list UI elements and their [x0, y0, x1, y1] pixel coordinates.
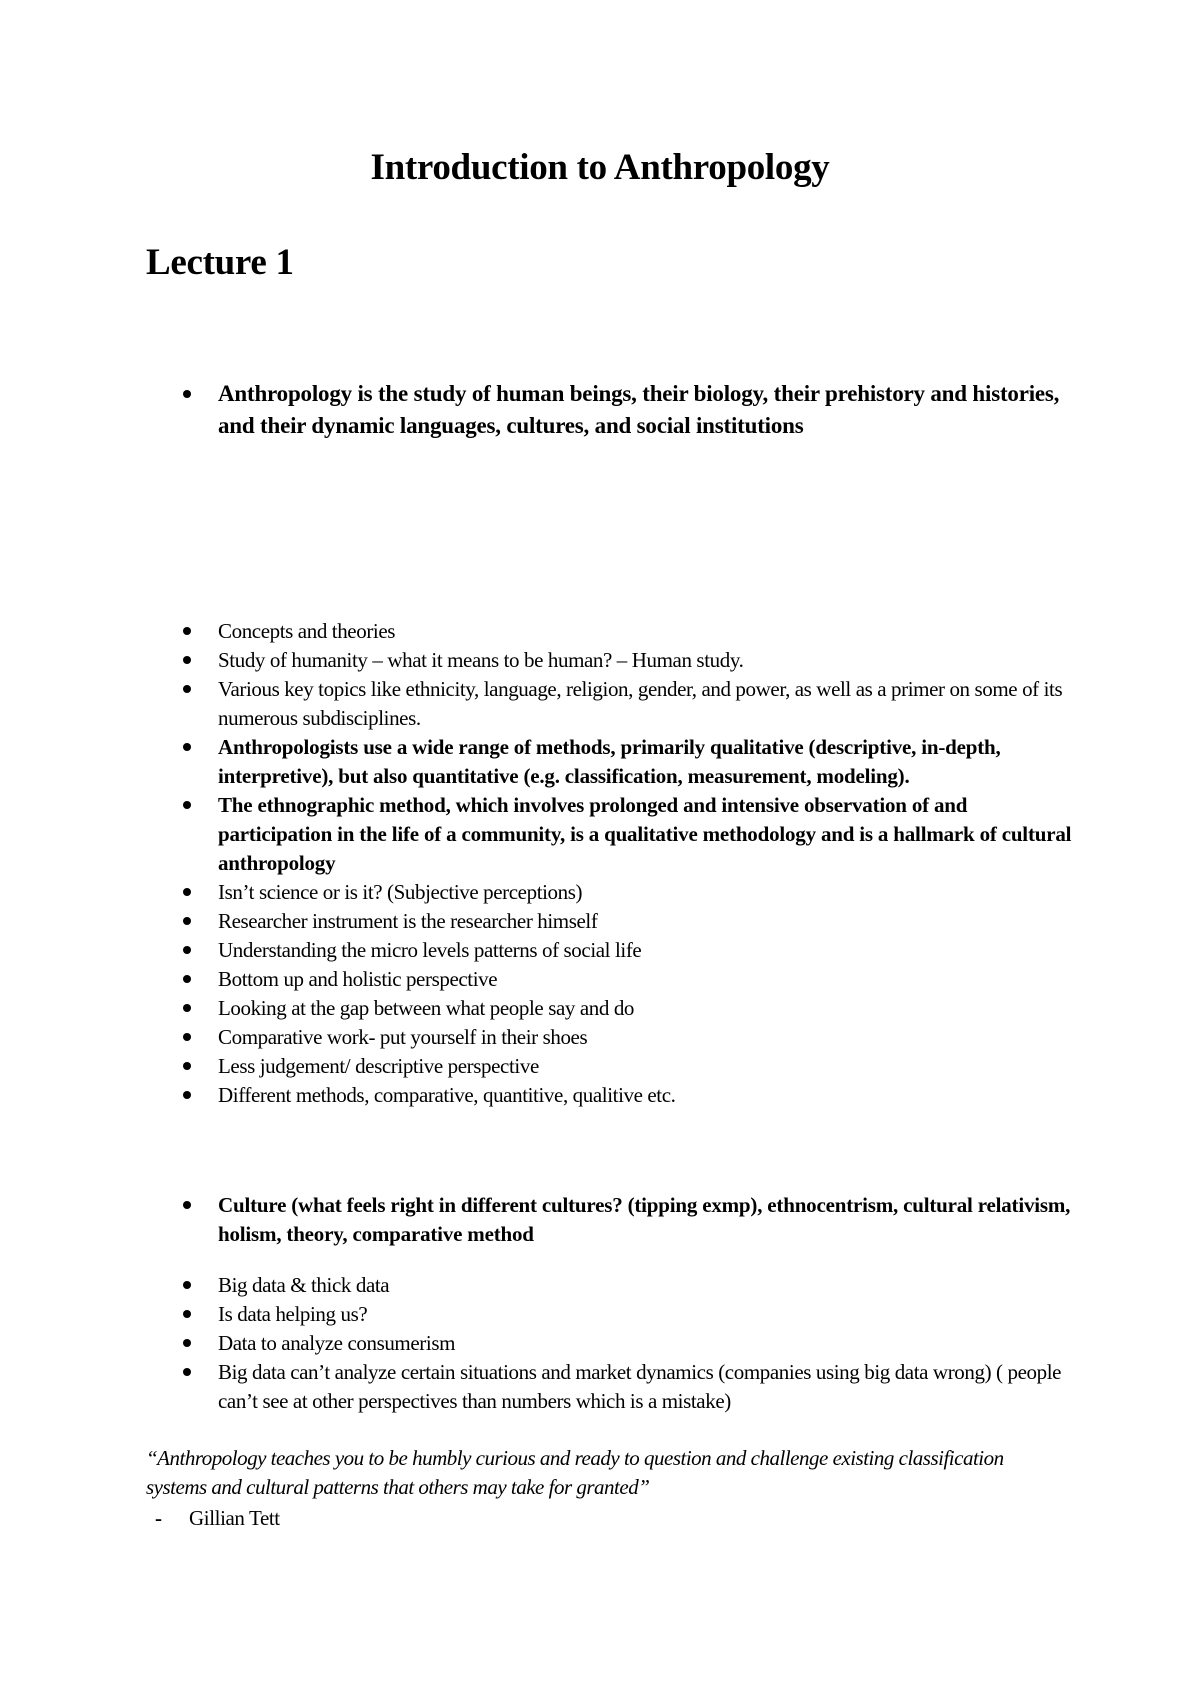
list-item	[0, 733, 1073, 791]
bullet-icon	[183, 685, 191, 693]
quote-author: Gillian Tett	[189, 1506, 280, 1530]
list-item-text: Understanding the micro levels patterns of social life	[218, 938, 642, 962]
list-item-text: Anthropology is the study of human beings, their biology, their prehistory and histories, and their dynamic languages, cultures, and social institutions	[218, 381, 1060, 438]
list-item-text: Various key topics like ethnicity, language, religion, gender, and power, as well as a primer on some of its numerous subdisciplines.	[218, 677, 1063, 730]
list-item	[0, 646, 1073, 675]
list-item	[0, 907, 1073, 936]
list-item-text: Data to analyze consumerism	[218, 1331, 456, 1355]
list-item	[0, 878, 1073, 907]
bullet-icon	[183, 946, 191, 954]
bullet-icon	[183, 801, 191, 809]
list-item-text: Looking at the gap between what people say and do	[218, 996, 635, 1020]
bullet-icon	[183, 390, 191, 398]
bullet-icon	[183, 656, 191, 664]
list-item	[0, 1081, 1073, 1110]
list-item	[0, 1052, 1073, 1081]
bullet-icon	[183, 1201, 191, 1209]
bullet-icon	[183, 1062, 191, 1070]
culture-bullet-list	[0, 1191, 1073, 1249]
bullet-icon	[183, 1281, 191, 1289]
list-item	[0, 1023, 1073, 1052]
document-title: Introduction to Anthropology	[370, 147, 830, 188]
list-item-text: Culture (what feels right in different cultures? (tipping exmp), ethnocentrism, cultural relativism, holism, theory, comparative method	[218, 1193, 1071, 1246]
list-item-text: Less judgement/ descriptive perspective	[218, 1054, 539, 1078]
list-item-text: Concepts and theories	[218, 619, 396, 643]
list-item-text: Isn’t science or is it? (Subjective perceptions)	[218, 880, 583, 904]
bullet-icon	[183, 1091, 191, 1099]
list-item-text: Big data can’t analyze certain situations and market dynamics (companies using big data wrong) ( people can’t see at other perspectives than numbers which is a mistake)	[218, 1360, 1062, 1413]
list-item	[0, 1329, 1073, 1358]
list-item-text: The ethnographic method, which involves prolonged and intensive observation of and participation in the life of a community, is a qualitative methodology and is a hallmark of cultural anthropology	[218, 793, 1072, 875]
list-item	[0, 1358, 1073, 1416]
list-item-text: Bottom up and holistic perspective	[218, 967, 498, 991]
list-item	[0, 936, 1073, 965]
data-bullet-list	[0, 1271, 1073, 1416]
intro-bullet-list	[0, 378, 1073, 442]
list-item	[0, 617, 1073, 646]
list-item	[0, 965, 1073, 994]
list-item	[0, 791, 1073, 878]
list-item	[0, 378, 1073, 442]
bullet-icon	[183, 1004, 191, 1012]
list-item-text: Is data helping us?	[218, 1302, 368, 1326]
list-item-text: Researcher instrument is the researcher himself	[218, 909, 598, 933]
list-item-text: Different methods, comparative, quantitive, qualitive etc.	[218, 1083, 676, 1107]
lecture-heading: Lecture 1	[146, 242, 294, 283]
list-item	[0, 994, 1073, 1023]
bullet-icon	[183, 1310, 191, 1318]
bullet-icon	[183, 975, 191, 983]
list-item-text: Big data & thick data	[218, 1273, 390, 1297]
bullet-icon	[183, 1339, 191, 1347]
bullet-icon	[183, 1368, 191, 1376]
list-item	[0, 1271, 1073, 1300]
list-item-text: Comparative work- put yourself in their shoes	[218, 1025, 588, 1049]
bullet-icon	[183, 888, 191, 896]
list-item	[0, 1300, 1073, 1329]
bullet-icon	[183, 743, 191, 751]
attribution-dash: -	[155, 1506, 162, 1530]
list-item	[0, 675, 1073, 733]
bullet-icon	[183, 1033, 191, 1041]
bullet-icon	[183, 627, 191, 635]
bullet-icon	[183, 917, 191, 925]
list-item-text: Study of humanity – what it means to be human? – Human study.	[218, 648, 744, 672]
quote-attribution	[155, 1504, 280, 1533]
list-item-text: Anthropologists use a wide range of methods, primarily qualitative (descriptive, in-depth, interpretive), but also quantitative (e.g. classification, measurement, modeling).	[218, 735, 1001, 788]
main-bullet-list	[0, 617, 1073, 1110]
closing-quote: “Anthropology teaches you to be humbly curious and ready to question and challenge existing classification systems and cultural patterns that others may take for granted”	[146, 1446, 1004, 1499]
list-item	[0, 1191, 1073, 1249]
